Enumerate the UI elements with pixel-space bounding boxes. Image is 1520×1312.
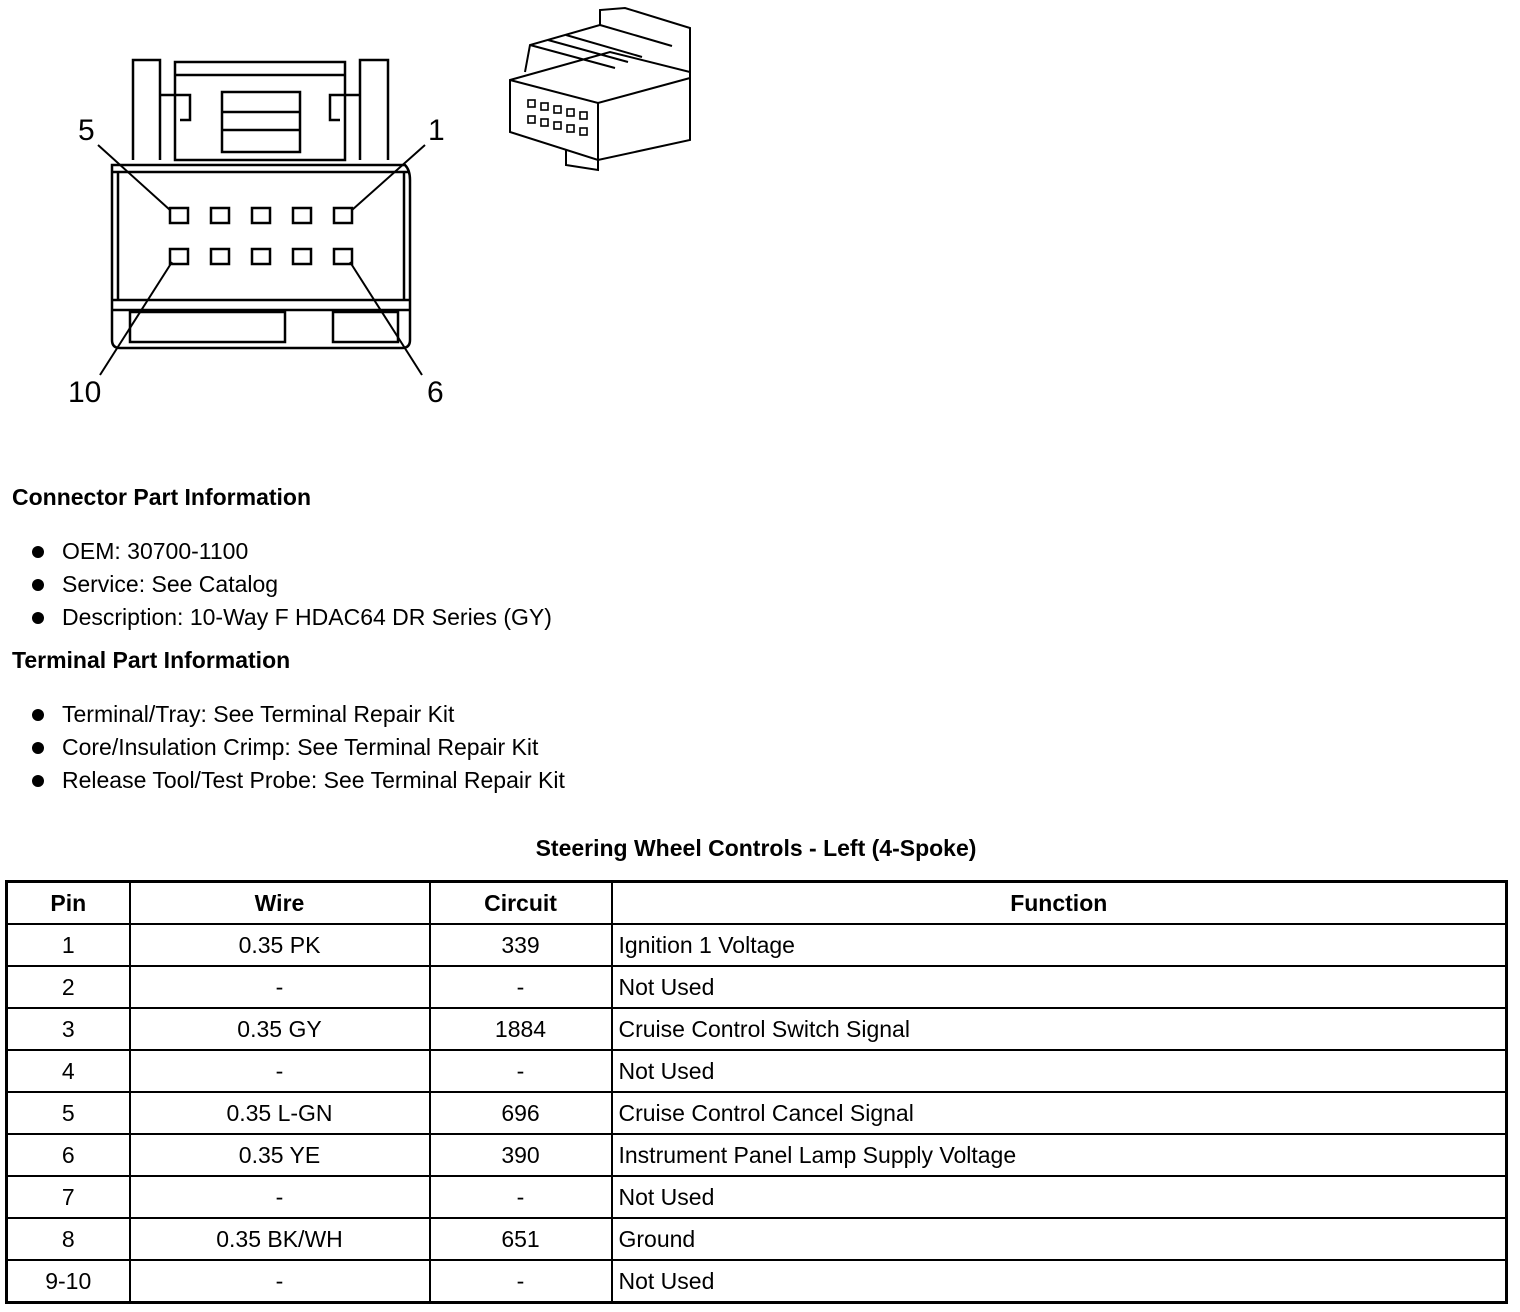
cell-wire: - [130, 966, 430, 1008]
cell-function: Cruise Control Switch Signal [612, 1008, 1507, 1050]
list-item: OEM: 30700-1100 [30, 535, 552, 568]
cell-function: Not Used [612, 966, 1507, 1008]
table-row [7, 924, 1507, 966]
cell-circuit: 390 [430, 1134, 612, 1176]
header-circuit: Circuit [430, 882, 612, 925]
list-item: Description: 10-Way F HDAC64 DR Series (GY) [30, 601, 552, 634]
cell-wire: 0.35 GY [130, 1008, 430, 1050]
table-title: Steering Wheel Controls - Left (4-Spoke) [535, 835, 977, 861]
cell-pin: 4 [7, 1050, 130, 1092]
cell-pin: 3 [7, 1008, 130, 1050]
cell-function: Not Used [612, 1260, 1507, 1303]
table-row [7, 1176, 1507, 1218]
table-row [7, 1260, 1507, 1303]
cell-circuit: - [430, 1050, 612, 1092]
cell-wire: 0.35 YE [130, 1134, 430, 1176]
cell-wire: 0.35 BK/WH [130, 1218, 430, 1260]
cell-wire: 0.35 PK [130, 924, 430, 966]
connector-part-heading: Connector Part Information [12, 484, 312, 510]
cell-function: Not Used [612, 1176, 1507, 1218]
cell-circuit: 1884 [430, 1008, 612, 1050]
cell-wire: 0.35 L-GN [130, 1092, 430, 1134]
pin-label-10: 10 [68, 376, 102, 409]
pin-label-6: 6 [427, 376, 444, 409]
cell-pin: 2 [7, 966, 130, 1008]
cell-wire: - [130, 1050, 430, 1092]
table-header-row [7, 882, 1507, 925]
cell-pin: 7 [7, 1176, 130, 1218]
cell-pin: 5 [7, 1092, 130, 1134]
table-row [7, 1008, 1507, 1050]
cell-pin: 6 [7, 1134, 130, 1176]
table-row [7, 966, 1507, 1008]
table-row [7, 1092, 1507, 1134]
header-wire: Wire [130, 882, 430, 925]
connector-part-list [30, 535, 552, 634]
cell-function: Cruise Control Cancel Signal [612, 1092, 1507, 1134]
table-row [7, 1218, 1507, 1260]
cell-function: Ignition 1 Voltage [612, 924, 1507, 966]
cell-function: Instrument Panel Lamp Supply Voltage [612, 1134, 1507, 1176]
cell-pin: 1 [7, 924, 130, 966]
pin-label-1: 1 [428, 114, 445, 147]
cell-circuit: - [430, 966, 612, 1008]
connector-face-diagram [0, 0, 720, 440]
cell-wire: - [130, 1260, 430, 1303]
cell-circuit: 696 [430, 1092, 612, 1134]
cell-circuit: - [430, 1260, 612, 1303]
table-row [7, 1134, 1507, 1176]
cell-pin: 9-10 [7, 1260, 130, 1303]
terminal-part-list [30, 698, 565, 797]
pin-label-5: 5 [78, 114, 95, 147]
cell-function: Ground [612, 1218, 1507, 1260]
cell-circuit: - [430, 1176, 612, 1218]
terminal-part-heading: Terminal Part Information [12, 647, 291, 673]
cell-circuit: 339 [430, 924, 612, 966]
list-item: Release Tool/Test Probe: See Terminal Repair Kit [30, 764, 565, 797]
list-item: Service: See Catalog [30, 568, 552, 601]
list-item: Terminal/Tray: See Terminal Repair Kit [30, 698, 565, 731]
pinout-table [5, 880, 1508, 1304]
cell-function: Not Used [612, 1050, 1507, 1092]
cell-pin: 8 [7, 1218, 130, 1260]
cell-circuit: 651 [430, 1218, 612, 1260]
cell-wire: - [130, 1176, 430, 1218]
header-pin: Pin [7, 882, 130, 925]
list-item: Core/Insulation Crimp: See Terminal Repair Kit [30, 731, 565, 764]
header-function: Function [612, 882, 1507, 925]
table-row [7, 1050, 1507, 1092]
